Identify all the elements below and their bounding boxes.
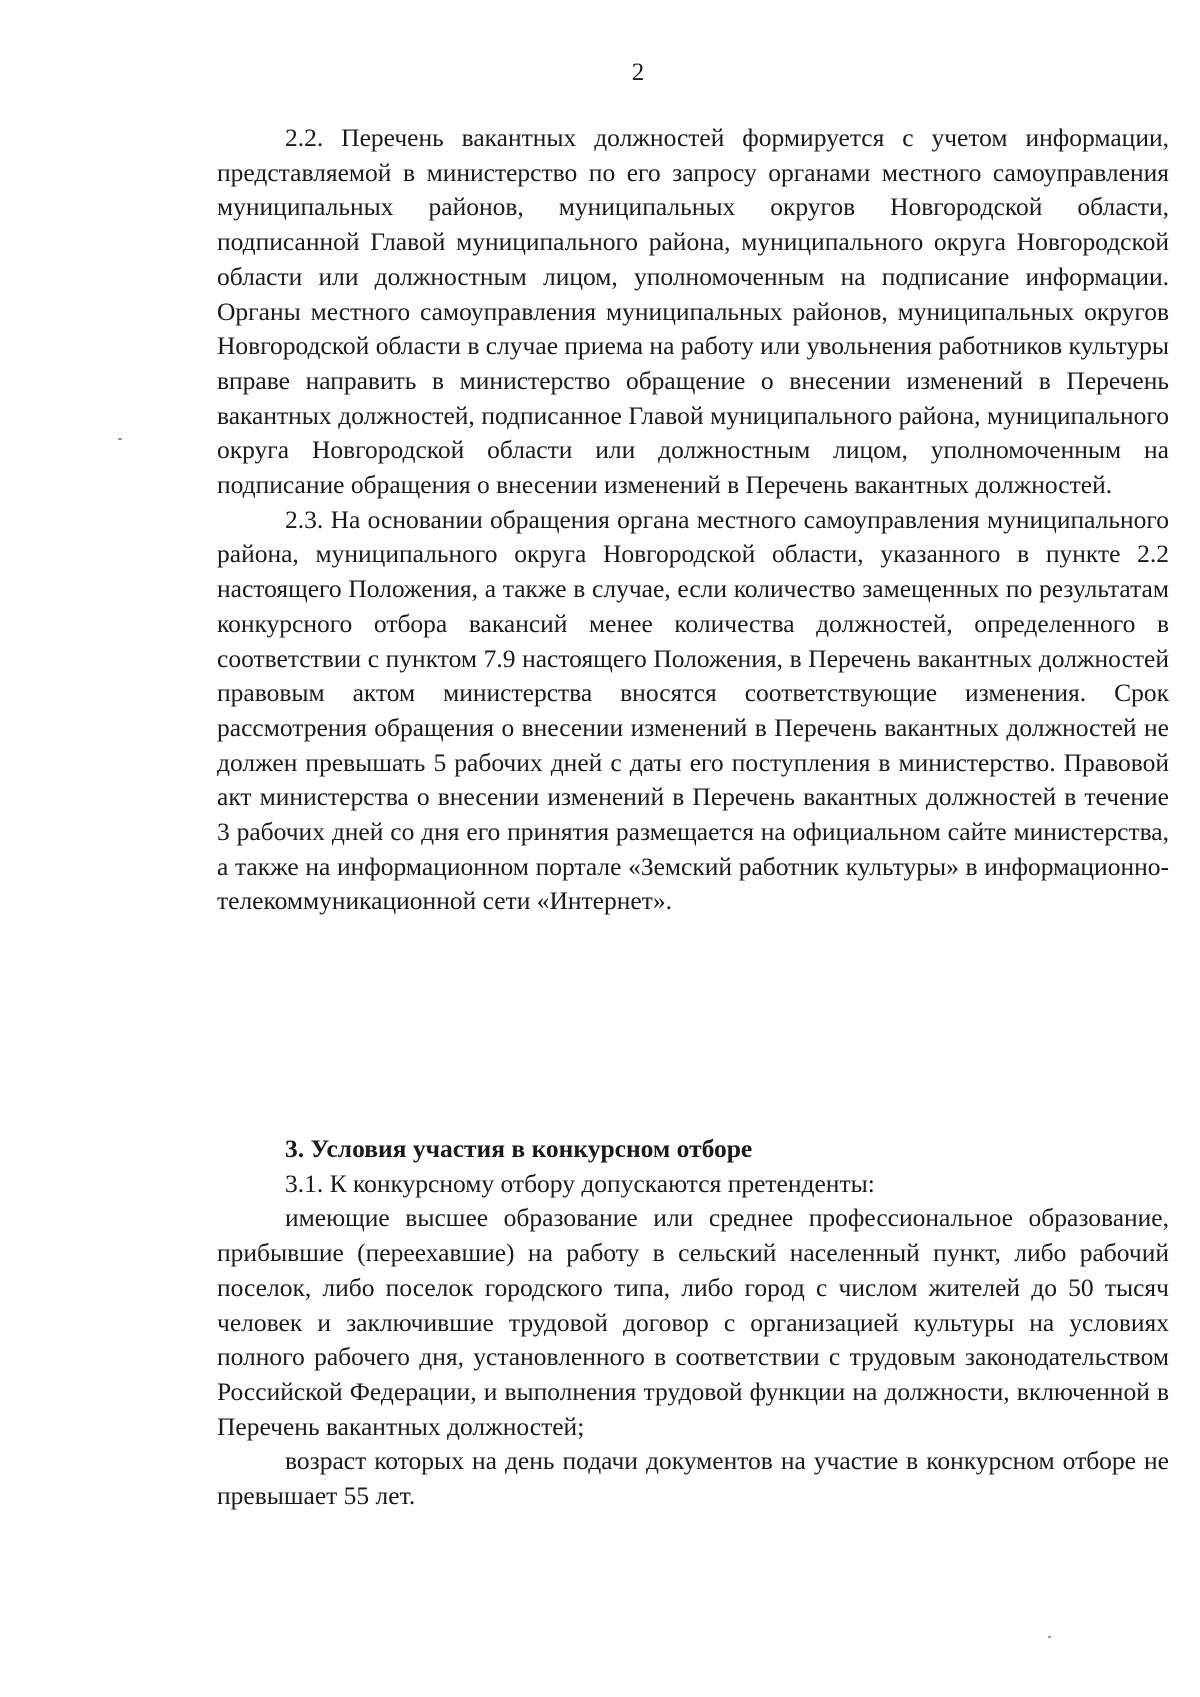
- paragraph-2-2: 2.2. Перечень вакантных должностей формируется с учетом информации, представляемой в министерство по его запросу органами местного самоуправления муниципальных районов, муниципальных округов Новгородской области, подписанной Главой муниципального района, муниципального округа Новгородской области или должностным лицом, уполномоченным на подписание информации. Органы местного самоуправления муниципальных районов, муниципальных округов Новгородской области в случае приема на работу или увольнения работников культуры вправе направить в министерство обращение о внесении изменений в Перечень вакантных должностей, подписанное Главой муниципального района, муниципального округа Новгородской области или должностным лицом, уполномоченным на подписание обращения о внесении изменений в Перечень вакантных должностей.: [217, 123, 1169, 500]
- body-text-lower: [217, 1132, 1169, 1514]
- paragraph-3-1-b: возраст которых на день подачи документов на участие в конкурсном отборе не превышает 55 лет.: [217, 1446, 1169, 1511]
- scan-artifact-dot: [1048, 1636, 1051, 1638]
- paragraph-2-3: 2.3. На основании обращения органа местного самоуправления муниципального района, муниципального округа Новгородской области, указанного в пункте 2.2 настоящего Положения, а также в случае, если количество замещенных по результатам конкурсного отбора вакансий менее количества должностей, определенного в соответствии с пунктом 7.9 настоящего Положения, в Перечень вакантных должностей правовым актом министерства вносятся соответствующие изменения. Срок рассмотрения обращения о внесении изменений в Перечень вакантных должностей не должен превышать 5 рабочих дней с даты его поступления в министерство. Правовой акт министерства о внесении изменений в Перечень вакантных должностей в течение 3 рабочих дней со дня его принятия размещается на официальном сайте министерства, а также на информационном портале «Земский работник культуры» в информационно-телекоммуникационной сети «Интернет».: [217, 504, 1169, 916]
- paragraph-3-1-a: имеющие высшее образование или среднее профессиональное образование, прибывшие (переехавшие) на работу в сельский населенный пункт, либо рабочий поселок, либо поселок городского типа, либо город с числом жителей до 50 тысяч человек и заключившие трудовой договор с организацией культуры на условиях полного рабочего дня, установленного в соответствии с трудовым законодательством Российской Федерации, и выполнения трудовой функции на должности, включенной в Перечень вакантных должностей;: [217, 1203, 1169, 1441]
- section-heading: 3. Условия участия в конкурсном отборе: [285, 1134, 753, 1163]
- scan-artifact-dot: [118, 438, 122, 440]
- paragraph-3-1: 3.1. К конкурсному отбору допускаются претенденты:: [285, 1168, 875, 1198]
- body-text-upper: [217, 121, 1169, 919]
- page-number: 2: [631, 59, 645, 86]
